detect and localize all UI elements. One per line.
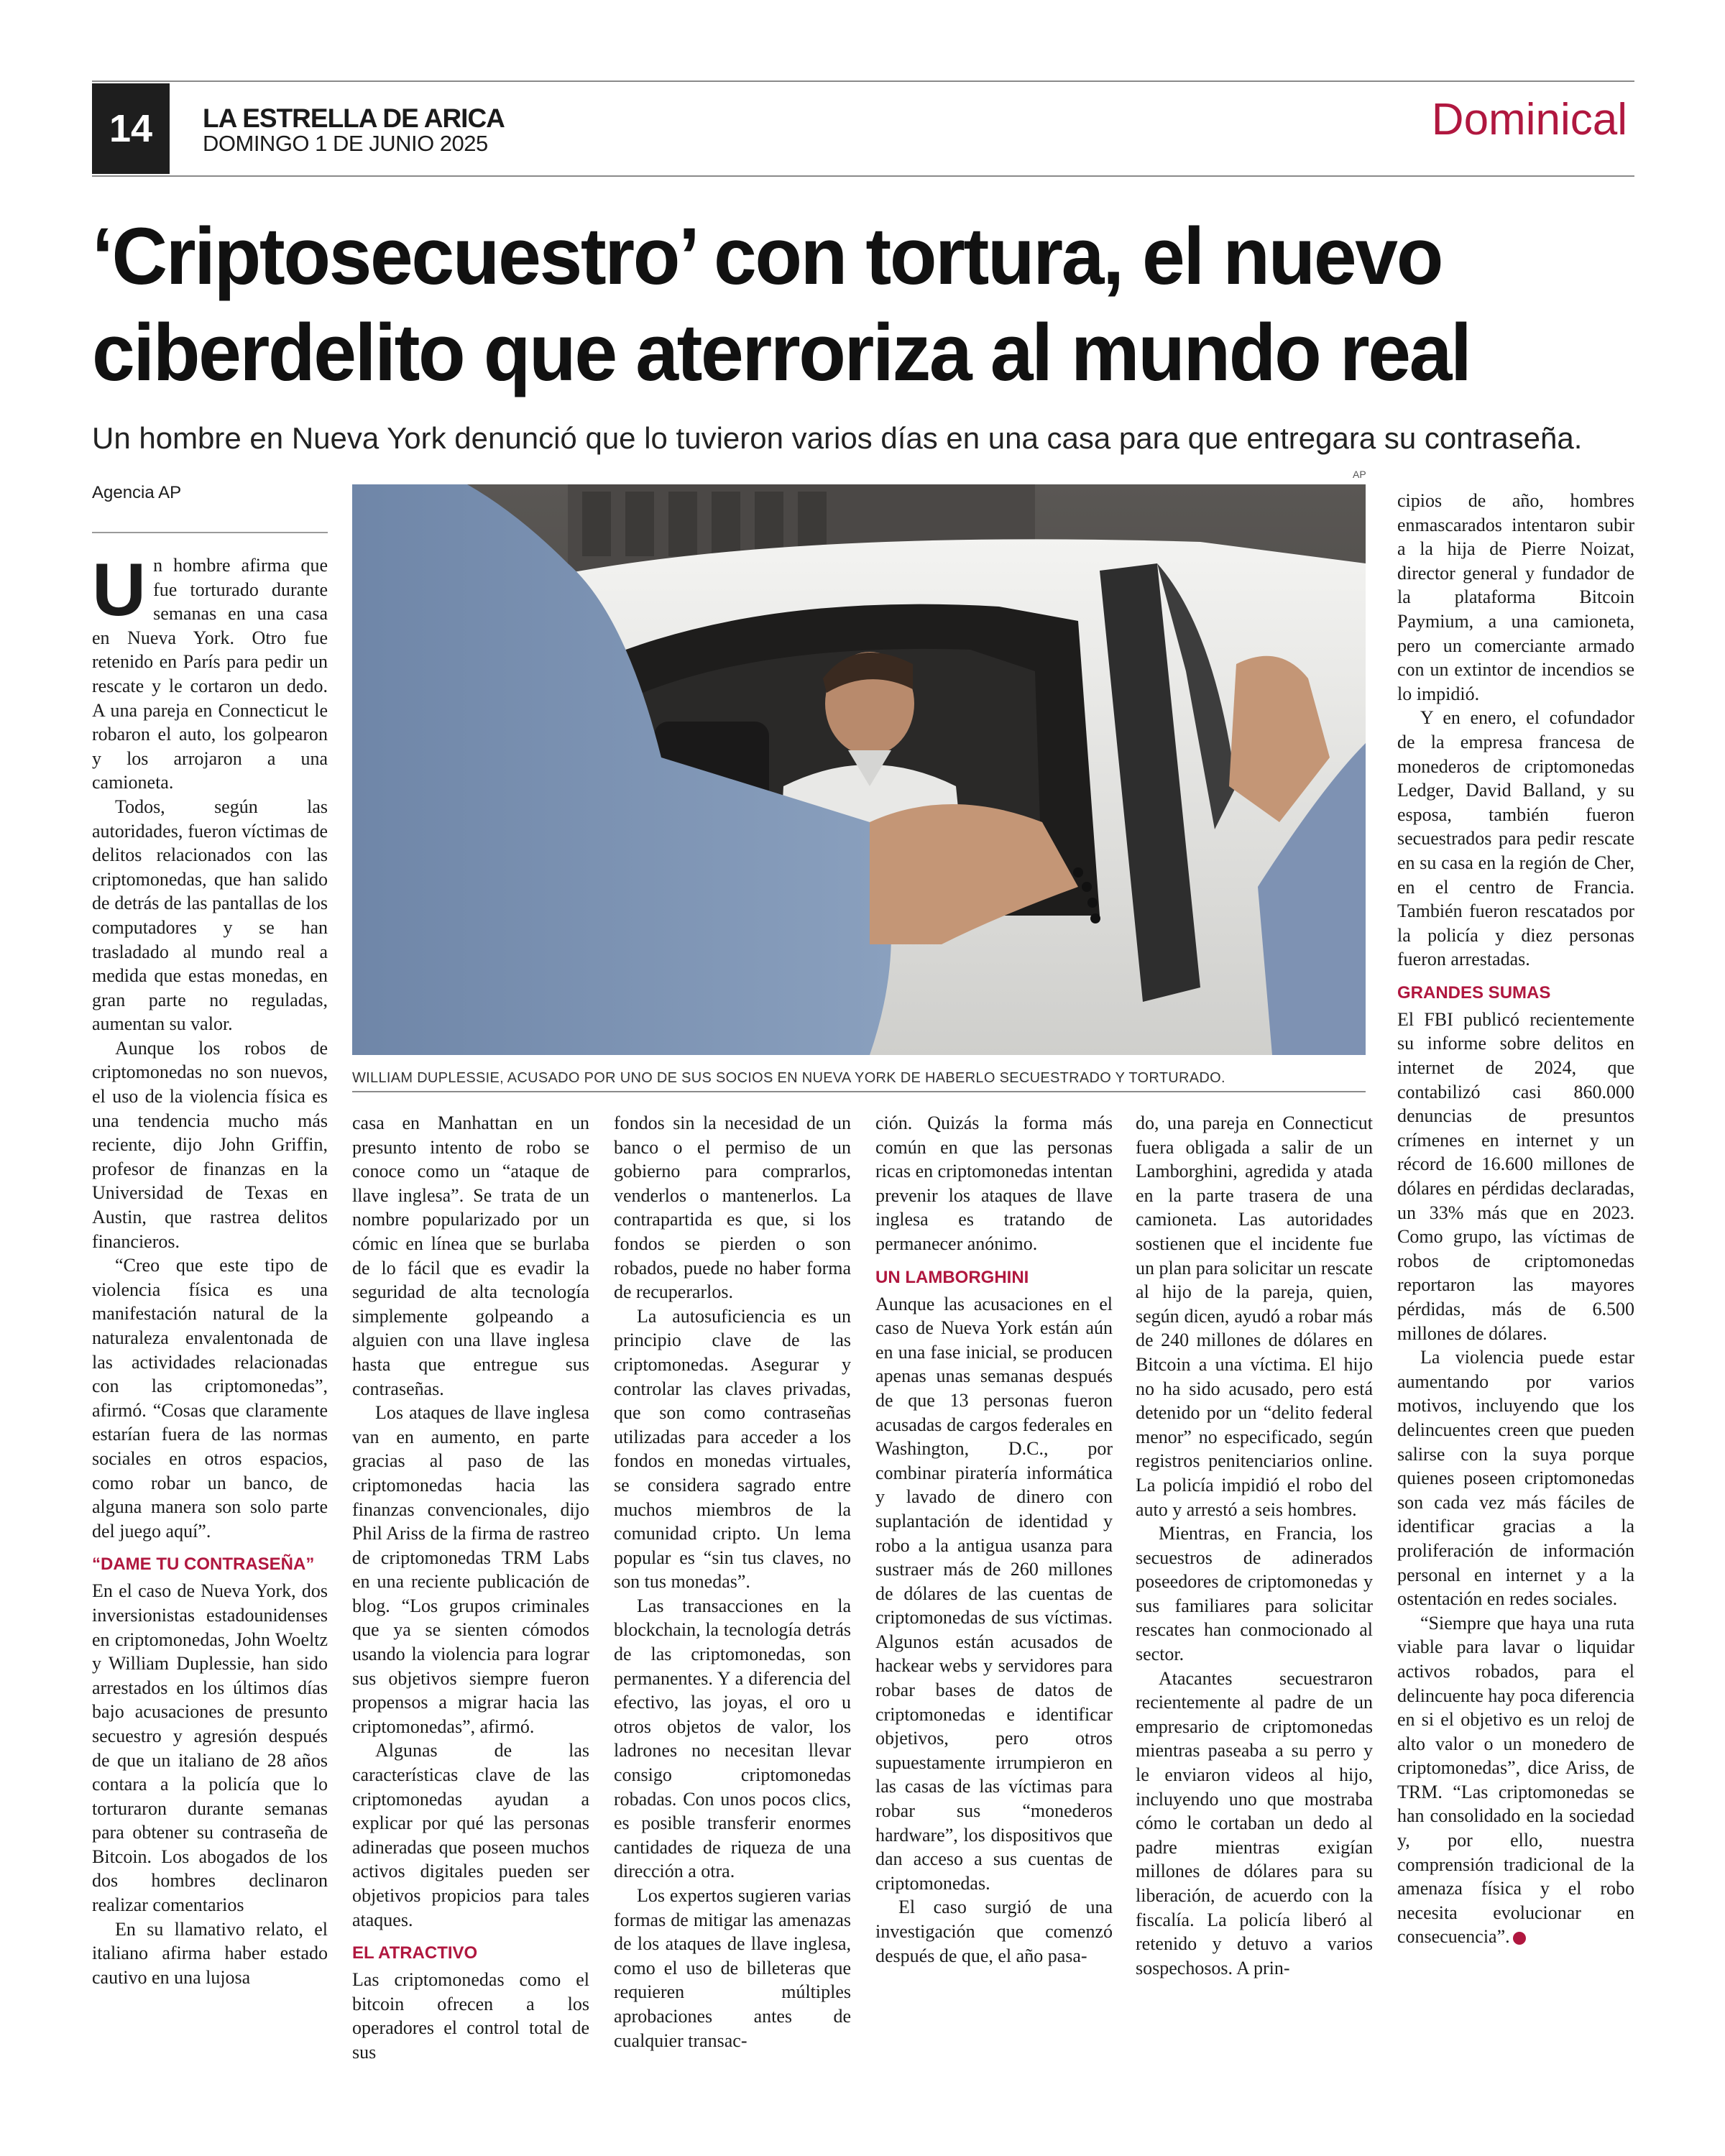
article-column-1 [92, 548, 328, 1989]
article-paragraph: ción. Quizás la forma más común en que las personas ricas en criptomonedas intentan prevenir los ataques de llave inglesa es tratando de permanecer anónimo. [875, 1112, 1113, 1254]
section-name: Dominical [1431, 95, 1627, 144]
page-number: 14 [92, 83, 170, 174]
photo-illustration [352, 484, 1366, 1055]
header-rule [92, 175, 1634, 177]
article-paragraph: fondos sin la necesidad de un banco o el permiso de un gobierno para comprarlos, venderlos o mantenerlos. La contrapartida es que, si los fondos se pierden o son robados, puede no haber forma de recuperarlos. [614, 1112, 851, 1303]
article-paragraph: La autosuficiencia es un principio clave de las criptomonedas. Asegurar y controlar las claves privadas, que son como contraseñas utilizadas para acceder a los fondos en monedas virtuales, se considera sagrado entre muchos miembros de la comunidad cripto. Un lema popular es “sin tus claves, no son tus monedas”. [614, 1305, 851, 1593]
top-rule [92, 80, 1634, 82]
end-of-article-icon [1513, 1932, 1526, 1945]
paragraph-text: “Siempre que haya una ruta viable para lavar o liquidar activos robados, para el delincuente hay poca diferencia en si el objetivo es un reloj de alto valor o un monedero de criptomonedas”, dice Ariss, de TRM. “Las criptomonedas se han consolidado en la sociedad y, por ello, nuestra comprensión tradicional de la amenaza física y el robo necesita evolucionar en consecuencia”. [1397, 1612, 1634, 1948]
issue-date: DOMINGO 1 DE JUNIO 2025 [203, 131, 488, 156]
article-paragraph: Y en enero, el cofundador de la empresa francesa de monederos de criptomonedas Ledger, David Balland, y su esposa, también fueron secuestrados para pedir rescate en su casa en la región de Cher, en el centro de Francia. También fueron rescatados por la policía y diez personas fueron arrestadas. [1397, 707, 1634, 970]
article-paragraph: Aunque los robos de criptomonedas no son nuevos, el uso de la violencia física es una tendencia mucho más reciente, dijo John Griffin, profesor de finanzas en la Universidad de Texas en Austin, que rastrea delitos financieros. [92, 1037, 328, 1252]
article-paragraph: Aunque las acusaciones en el caso de Nueva York están aún en una fase inicial, se producen apenas unas semanas después de que 13 personas fueron acusadas de cargos federales en Washington, D.C., por combinar piratería informática y lavado de dinero con suplantación de identidad y robo a la antigua usanza para sustraer más de 260 millones de dólares de las cuentas de criptomonedas de sus víctimas. Algunos están acusados de hackear webs y servidores para robar bases de datos de criptomonedas e identificar objetivos, pero otros supuestamente irrumpieron en las casas de las víctimas para robar sus “monederos hardware”, los dispositivos que dan acceso a sus cuentas de criptomonedas. [875, 1293, 1113, 1894]
article-paragraph: El caso surgió de una investigación que comenzó después de que, el año pasa- [875, 1897, 1113, 1966]
article-column-6 [1397, 489, 1634, 1949]
article-paragraph: casa en Manhattan en un presunto intento de robo se conoce como un “ataque de llave inglesa”. Se trata de un nombre popularizado por un cómic en línea que se burlaba de lo fácil que es evadir la seguridad de alta tecnología simplemente golpeando a alguien con una llave inglesa hasta que entregue sus contraseñas. [352, 1112, 589, 1399]
headline: ‘Criptosecuestro’ con tortura, el nuevo ciberdelito que aterroriza al mundo real [92, 211, 1471, 397]
subhead: UN LAMBORGHINI [875, 1267, 1029, 1287]
article-paragraph: Atacantes secuestraron recientemente al padre de un empresario de criptomonedas mientras paseaba a su perro y le enviaron videos al hijo, incluyendo uno que mostraba cómo le cortaban un dedo al padre mientras exigían millones de dólares para su liberación, de acuerdo con la fiscalía. La policía liberó al retenido y detuvo a varios sospechosos. A prin- [1136, 1667, 1373, 1978]
article-paragraph: Algunas de las características clave de las criptomonedas ayudan a explicar por qué las personas adineradas que poseen muchos activos digitales pueden ser objetivos propicios para tales ataques. [352, 1740, 589, 1930]
subhead: GRANDES SUMAS [1397, 982, 1551, 1003]
subhead: “DAME TU CONTRASEÑA” [92, 1554, 315, 1575]
article-paragraph: Todos, según las autoridades, fueron víctimas de delitos relacionados con las criptomonedas, que han salido de detrás de las pantallas de los computadores y se han trasladado al mundo real a medida que estas monedas, en gran parte no reguladas, aumentan su valor. [92, 796, 328, 1035]
photo-credit: AP [1353, 469, 1366, 480]
article-paragraph: Los expertos sugieren varias formas de mitigar las amenazas de los ataques de llave inglesa, como el uso de billeteras que requieren múltiples aprobaciones antes de cualquier transac- [614, 1885, 851, 2051]
photo-caption: WILLIAM DUPLESSIE, ACUSADO POR UNO DE SUS SOCIOS EN NUEVA YORK DE HABERLO SECUESTRADO Y TORTURADO. [352, 1070, 1225, 1086]
byline-rule [92, 532, 328, 533]
article-paragraph [92, 548, 328, 795]
deck: Un hombre en Nueva York denunció que lo tuvieron varios días en una casa para que entregara su contraseña. [92, 421, 1583, 455]
article-paragraph: En su llamativo relato, el italiano afirma haber estado cautivo en una lujosa [92, 1918, 328, 1988]
article-paragraph: Las criptomonedas como el bitcoin ofrecen a los operadores el control total de sus [352, 1969, 589, 2063]
article-paragraph: En el caso de Nueva York, dos inversionistas estadounidenses en criptomonedas, John Woeltz y William Duplessie, han sido arrestados en los últimos días bajo acusaciones de presunto secuestro y agresión después de que un italiano de 28 años contara a la policía que lo torturaron durante semanas para obtener su contraseña de Bitcoin. Los abogados de los dos hombres declinaron realizar comentarios [92, 1580, 328, 1916]
subhead: EL ATRACTIVO [352, 1943, 478, 1963]
article-column-5 [1136, 1111, 1373, 1980]
article-paragraph: Mientras, en Francia, los secuestros de adinerados poseedores de criptomonedas y sus familiares para solicitar rescates han conmocionado al sector. [1136, 1523, 1373, 1665]
byline: Agencia AP [92, 483, 182, 502]
article-paragraph: cipios de año, hombres enmascarados intentaron subir a la hija de Pierre Noizat, director general y fundador de la plataforma Bitcoin Paymium, a una camioneta, pero un comerciante armado con un extintor de incendios se lo impidió. [1397, 490, 1634, 704]
newspaper-name: LA ESTRELLA DE ARICA [203, 103, 505, 133]
article-paragraph: “Creo que este tipo de violencia física es una manifestación natural de la naturaleza envalentonada de las actividades relacionadas con las criptomonedas”, afirmó. “Cosas que claramente estarían fuera de las normas sociales en otros espacios, como robar un banco, de alguna manera son solo parte del juego aquí”. [92, 1255, 328, 1542]
paragraph-text: n hombre afirma que fue torturado durante semanas en una casa en Nueva York. Otro fue retenido en París para pedir un rescate y le cortaron un dedo. A una pareja en Connecticut le robaron el auto, los golpearon y los arrojaron a una camioneta. [92, 555, 328, 793]
photo-rule [352, 1091, 1366, 1092]
article-paragraph: La violencia puede estar aumentando por varios motivos, incluyendo que los delincuentes creen que pueden salirse con la suya porque quienes poseen criptomonedas son cada vez más fáciles de identificar gracias a la proliferación de información personal en internet y a la ostentación en redes sociales. [1397, 1347, 1634, 1610]
article-paragraph [1397, 1611, 1634, 1949]
article-photo [352, 484, 1366, 1055]
article-column-2 [352, 1111, 589, 2065]
drop-cap: U [92, 548, 147, 632]
article-paragraph: El FBI publicó recientemente su informe sobre delitos en internet de 2024, que contabilizó casi 860.000 denuncias de presuntos crímenes en internet y un récord de 16.600 millones de dólares en pérdidas declaradas, un 33% más que en 2023. Como grupo, las víctimas de robos de criptomonedas reportaron las mayores pérdidas, más de 6.500 millones de dólares. [1397, 1008, 1634, 1344]
article-paragraph: do, una pareja en Connecticut fuera obligada a salir de un Lamborghini, agredida y atada en la parte trasera de una camioneta. Las autoridades sostienen que el incidente fue un plan para solicitar un rescate al hijo de la pareja, quien, según dicen, ayudó a robar más de 240 millones de dólares en Bitcoin a una víctima. El hijo no ha sido acusado, pero está detenido por un “delito federal menor” no especificado, según registros penitenciarios online. La policía impidió el robo del auto y arrestó a seis hombres. [1136, 1112, 1373, 1520]
article-column-4 [875, 1111, 1113, 1968]
article-column-3 [614, 1111, 851, 2053]
article-paragraph: Los ataques de llave inglesa van en aumento, en parte gracias al paso de las criptomonedas hacia las finanzas convencionales, dijo Phil Ariss de la firma de rastreo de criptomonedas TRM Labs en una reciente publicación de blog. “Los grupos criminales que ya se sienten cómodos usando la violencia para lograr sus objetivos siempre fueron propensos a migrar hacia las criptomonedas”, afirmó. [352, 1402, 589, 1737]
article-paragraph: Las transacciones en la blockchain, la tecnología detrás de las criptomonedas, son permanentes. Y a diferencia del efectivo, las joyas, el oro u otros objetos de valor, los ladrones no necesitan llevar consigo criptomonedas robadas. Con unos pocos clics, es posible transferir enormes cantidades de riqueza de una dirección a otra. [614, 1595, 851, 1882]
